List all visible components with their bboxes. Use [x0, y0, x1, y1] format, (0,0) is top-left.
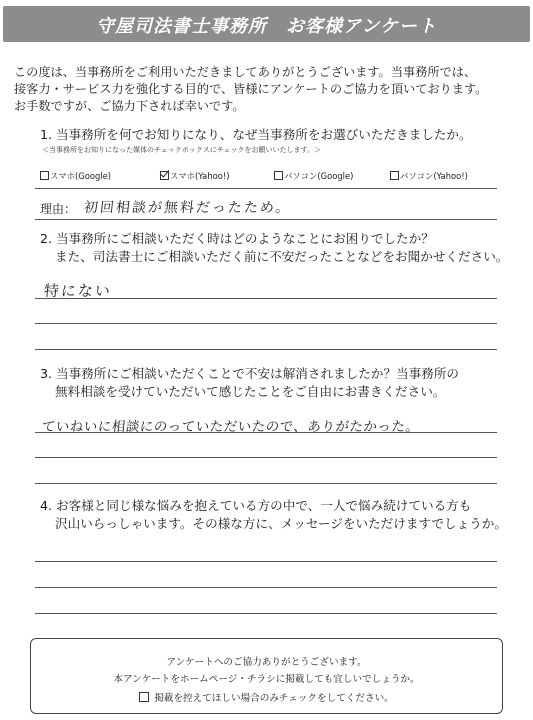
footer-box — [30, 638, 503, 714]
checkbox-box[interactable] — [274, 171, 283, 180]
opt-out-checkbox[interactable] — [139, 692, 149, 702]
header-bar — [3, 6, 530, 42]
answer-line — [35, 457, 497, 458]
footer-opt-out[interactable] — [31, 690, 502, 704]
answer-line — [35, 219, 497, 220]
reason-label: 理由： — [40, 202, 77, 216]
checkbox-pc-google[interactable] — [274, 170, 353, 182]
question-2-line1: 2. 当事務所にご相談いただく時はどのようなことにお困りでしたか？ — [40, 231, 434, 246]
checkbox-box[interactable] — [390, 171, 399, 180]
question-3-line2: 無料相談を受けていただいて感じたことをご自由にお書きください。 — [55, 384, 446, 399]
question-1-note: ＜当事務所をお知りになった媒体のチェックボックスにチェックをお願いいたします。＞ — [42, 146, 321, 154]
footer-thanks: アンケートへのご協力ありがとうございます。 — [166, 657, 367, 668]
intro-text — [14, 64, 524, 115]
checkbox-smartphone-yahoo[interactable] — [160, 170, 230, 182]
question-3-line1: 3. 当事務所にご相談いただくことで不安は解消されましたか？当事務所の — [40, 366, 460, 381]
intro-line: この度は、当事務所をご利用いただきましてありがとうございます。当事務所では、 — [14, 65, 477, 79]
checkbox-label: スマホ(Google) — [50, 171, 112, 181]
answer-line — [35, 349, 497, 350]
intro-line: 接客力・サービス力を強化する目的で、皆様にアンケートのご協力を頂いております。 — [14, 82, 488, 96]
answer-line — [35, 323, 497, 324]
question-1: 1. 当事務所を何でお知りになり、なぜ当事務所をお選びいただきましたか。 — [40, 127, 472, 142]
reason-answer[interactable]: 初回相談が無料だったため。 — [83, 200, 293, 216]
question-2-answer[interactable]: 特にない — [43, 282, 113, 300]
answer-line — [35, 483, 497, 484]
intro-line: お手数ですが、ご協力下されば幸いです。 — [14, 99, 245, 113]
answer-line — [35, 432, 497, 433]
checkbox-box-checked[interactable] — [160, 171, 169, 180]
checkbox-label: パソコン(Yahoo!) — [400, 171, 468, 181]
checkbox-smartphone-google[interactable] — [40, 170, 111, 182]
checkbox-box[interactable] — [40, 171, 49, 180]
page-title: 守屋司法書士事務所 お客様アンケート — [96, 16, 437, 37]
checkbox-label: パソコン(Google) — [284, 171, 354, 181]
question-4-line1: 4. お客様と同じ様な悩みを抱えている方の中で、一人で悩み続けている方も — [40, 498, 472, 513]
answer-line — [35, 298, 497, 299]
divider — [35, 188, 497, 189]
footer-permission-question: 本アンケートをホームページ・チラシに掲載しても宜しいでしょうか。 — [113, 674, 420, 685]
question-2-line2: また、司法書士にご相談いただく前に不安だったことなどをお聞かせください。 — [55, 249, 509, 264]
media-checkbox-row — [40, 170, 510, 184]
answer-line — [35, 561, 497, 562]
checkbox-pc-yahoo[interactable] — [390, 170, 468, 182]
checkbox-label: スマホ(Yahoo!) — [170, 171, 230, 181]
opt-out-label: 掲載を控えてほしい場合のみチェックをしてください。 — [154, 693, 394, 704]
answer-line — [35, 613, 497, 614]
answer-line — [35, 587, 497, 588]
question-3-answer[interactable]: ていねいに相談にのっていただいたので、ありがたかった。 — [40, 419, 421, 435]
question-4-line2: 沢山いらっしゃいます。その様な方に、メッセージをいただけますでしょうか。 — [55, 516, 507, 531]
